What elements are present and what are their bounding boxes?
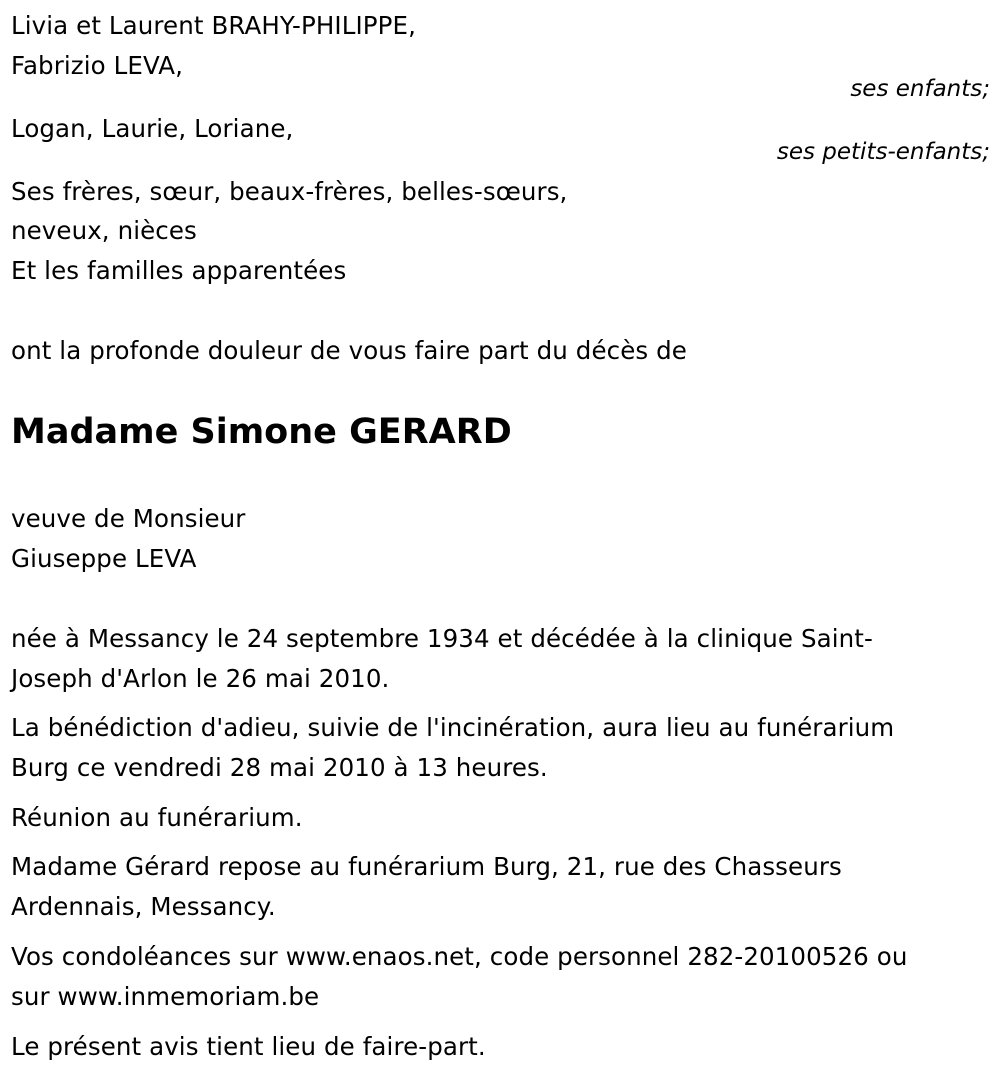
birth-line-2: Joseph d'Arlon le 26 mai 2010. (11, 664, 390, 693)
siblings-line-3: Et les familles apparentées (11, 256, 347, 285)
children-line-2: Fabrizio LEVA, (11, 51, 184, 80)
children-role: ses enfants; (850, 76, 990, 102)
grandchildren-role: ses petits-enfants; (776, 139, 990, 165)
widow-line-2: Giuseppe LEVA (11, 544, 197, 573)
siblings-line-1: Ses frères, sœur, beaux-frères, belles-sœurs, (11, 177, 568, 206)
condolences-line-2: sur www.inmemoriam.be (11, 982, 320, 1011)
rest-line-1: Madame Gérard repose au funérarium Burg, 21, rue des Chasseurs (11, 852, 842, 881)
announcement: ont la profonde douleur de vous faire part du décès de (11, 336, 687, 365)
ceremony-line-2: Burg ce vendredi 28 mai 2010 à 13 heures. (11, 753, 548, 782)
deceased-name: Madame Simone GERARD (11, 412, 512, 452)
widow-line-1: veuve de Monsieur (11, 504, 246, 533)
ceremony-line-1: La bénédiction d'adieu, suivie de l'incinération, aura lieu au funérarium (11, 713, 895, 742)
rest-line-2: Ardennais, Messancy. (11, 892, 276, 921)
notice-line: Le présent avis tient lieu de faire-part. (11, 1032, 486, 1061)
siblings-line-2: neveux, nièces (11, 216, 197, 245)
reunion-line: Réunion au funérarium. (11, 803, 303, 832)
condolences-line-1: Vos condoléances sur www.enaos.net, code personnel 282-20100526 ou (11, 942, 908, 971)
children-line-1: Livia et Laurent BRAHY-PHILIPPE, (11, 11, 416, 40)
birth-line-1: née à Messancy le 24 septembre 1934 et décédée à la clinique Saint- (11, 624, 873, 653)
grandchildren-line: Logan, Laurie, Loriane, (11, 114, 294, 143)
